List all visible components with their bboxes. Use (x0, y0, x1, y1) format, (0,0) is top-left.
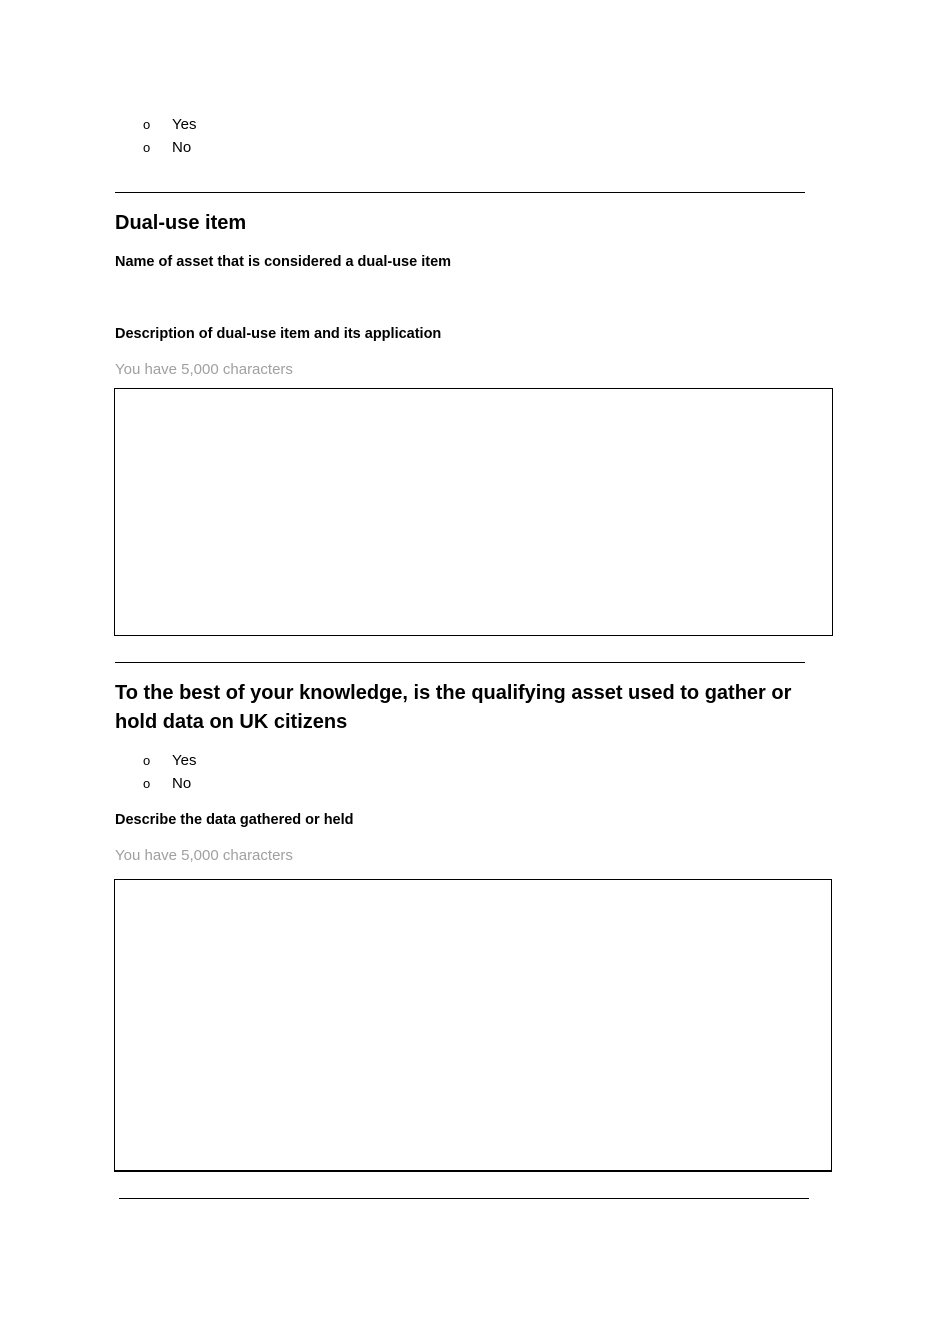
section-divider (115, 662, 805, 663)
describe-data-label: Describe the data gathered or held (115, 812, 354, 828)
option-yes[interactable]: o Yes (143, 752, 197, 769)
uk-data-question: To the best of your knowledge, is the qualifying asset used to gather or hold data on UK citizens (115, 682, 792, 733)
section-divider (119, 1198, 809, 1199)
radio-bullet-icon[interactable]: o (143, 117, 151, 132)
character-limit-hint: You have 5,000 characters (115, 361, 293, 378)
radio-bullet-icon[interactable]: o (143, 776, 151, 791)
option-no[interactable]: o No (143, 775, 192, 792)
section-divider (115, 192, 805, 193)
description-label: Description of dual-use item and its application (115, 326, 442, 342)
describe-data-textarea[interactable] (114, 879, 832, 1172)
character-limit-hint: You have 5,000 characters (115, 847, 293, 864)
option-no[interactable]: o No (143, 139, 192, 156)
radio-bullet-icon[interactable]: o (143, 753, 151, 768)
option-yes[interactable]: o Yes (143, 116, 197, 133)
description-textarea[interactable] (114, 388, 833, 636)
asset-name-label: Name of asset that is considered a dual-use item (115, 254, 452, 270)
section-title: Dual-use item (115, 212, 247, 234)
radio-bullet-icon[interactable]: o (143, 140, 151, 155)
